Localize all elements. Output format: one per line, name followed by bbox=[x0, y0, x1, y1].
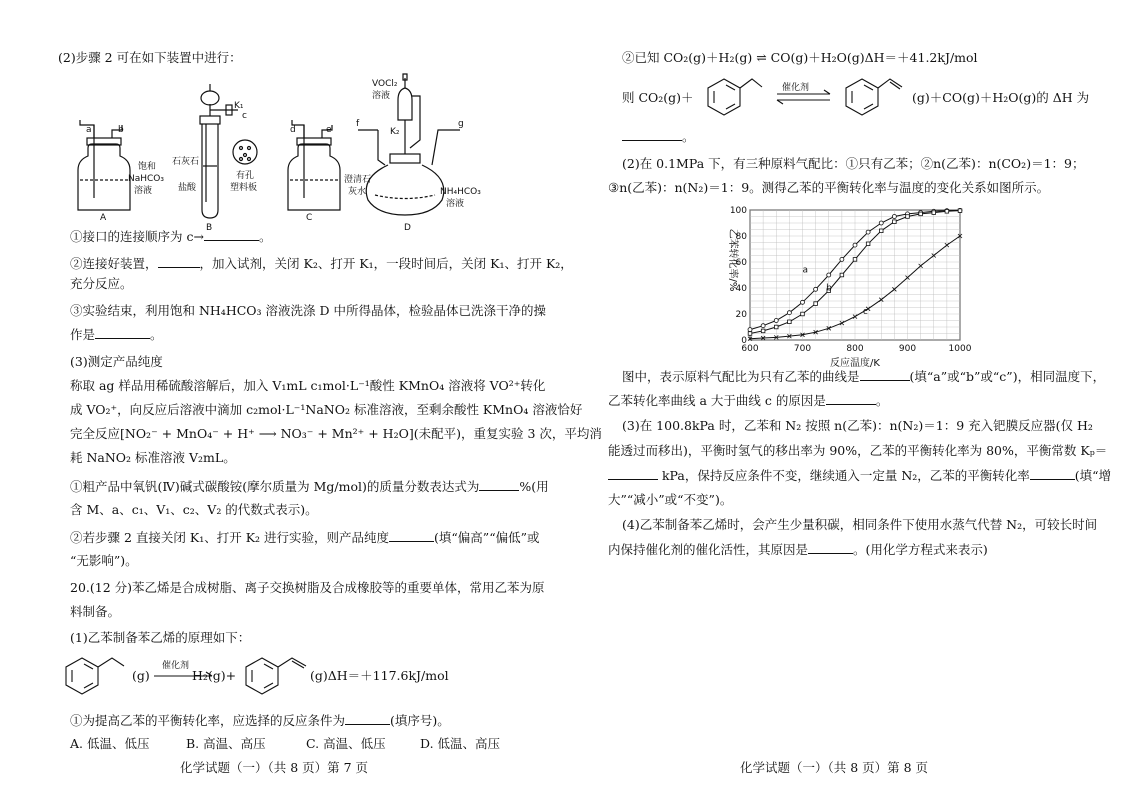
point-b bbox=[879, 229, 883, 233]
point-b bbox=[958, 209, 962, 213]
q3-p2: 成 VO₂⁺，向反应后溶液中滴加 c₂mol·L⁻¹NaNO₂ 标准溶液，至剩余酸性 KMnO₄ 溶液恰好 bbox=[70, 402, 583, 417]
r-line12: (4)乙苯制备苯乙烯时，会产生少量积碳，相同条件下使用水蒸气代替 N₂，可较长时间 bbox=[622, 517, 1098, 532]
label-d: D bbox=[404, 223, 411, 233]
r-line8: (3)在 100.8kPa 时，乙苯和 N₂ 按照 n(乙苯)：n(N₂)＝1：9 充入钯膜反应器(仅 H₂ bbox=[622, 418, 1093, 433]
eq1-phase: (g) bbox=[132, 668, 150, 683]
point-a bbox=[774, 319, 778, 323]
d-funnel-2: 溶液 bbox=[372, 91, 391, 101]
d-liquid-2: 溶液 bbox=[446, 199, 465, 209]
r-line4: (2)在 0.1MPa 下，有三种原料气配比：①只有乙苯；②n(乙苯)：n(CO₂)＝1：9； bbox=[622, 156, 1085, 171]
y-tick-label: 20 bbox=[735, 310, 747, 320]
q3-p4: 耗 NaNO₂ 标准溶液 V₂mL。 bbox=[70, 450, 236, 465]
point-a bbox=[787, 311, 791, 315]
point-b bbox=[866, 242, 870, 246]
y-tick-label: 100 bbox=[729, 206, 747, 216]
q3-heading: (3)测定产品纯度 bbox=[70, 354, 163, 369]
eq1-catalyst: 催化剂 bbox=[162, 661, 190, 671]
point-a bbox=[840, 257, 844, 261]
port-d: d bbox=[290, 125, 296, 135]
y-tick-label: 0 bbox=[741, 336, 747, 346]
point-a bbox=[801, 300, 805, 304]
eq2-catalyst: 催化剂 bbox=[782, 83, 810, 93]
q3-p5: ①粗产品中氧钒(Ⅳ)碱式碳酸铵(摩尔质量为 Mg/mol)的质量分数表达式为 %(用 bbox=[70, 479, 549, 494]
q3-p3: 完全反应[NO₂⁻ + MnO₄⁻ + H⁺ ⟶ NO₃⁻ + Mn²⁺ + H₂O](未配平)，重复实验 3 次，平均消 bbox=[70, 426, 602, 441]
eq2-tail: (g)＋CO(g)＋H₂O(g)的 ΔH 为 bbox=[912, 90, 1090, 105]
chart-ticks bbox=[730, 206, 972, 354]
r-line7: 乙苯转化率曲线 a 大于曲线 c 的原因是 。 bbox=[608, 393, 889, 408]
q20-intro-cont: 料制备。 bbox=[70, 604, 121, 619]
label-b: B bbox=[206, 223, 213, 233]
point-b bbox=[840, 273, 844, 277]
q3-p8: “无影响”)。 bbox=[70, 553, 138, 568]
d-liquid-1: NH₄HCO₃ bbox=[440, 187, 481, 197]
apparatus-diagram bbox=[60, 70, 560, 233]
point-b bbox=[932, 211, 936, 215]
chart-ylabel: 乙苯转化率/% bbox=[727, 228, 738, 292]
y-tick-label: 40 bbox=[735, 284, 747, 294]
point-a bbox=[879, 221, 883, 225]
point-b bbox=[801, 312, 805, 316]
chart-xlabel: 反应温度/K bbox=[830, 358, 880, 369]
styrene-ring bbox=[246, 658, 278, 694]
x-tick-label: 900 bbox=[898, 344, 917, 354]
r-line10: kPa，保持反应条件不变，继续通入一定量 N₂，乙苯的平衡转化率 (填“增 bbox=[608, 467, 1111, 484]
chart-grid bbox=[750, 210, 960, 340]
b-left-2: 盐酸 bbox=[178, 183, 197, 193]
tube-b bbox=[200, 84, 257, 218]
point-a bbox=[814, 287, 818, 291]
r-line13: 内保持催化剂的催化活性，其原因是 。(用化学方程式来表示) bbox=[608, 542, 988, 557]
option-a: A. 低温、低压 bbox=[70, 736, 150, 751]
q2-line3-cont: 作是 。 bbox=[70, 327, 163, 342]
q2-line3: ③实验结束，利用饱和 NH₄HCO₃ 溶液洗涤 D 中所得晶体，检验晶体已洗涤干净的操 bbox=[70, 303, 546, 318]
c-liquid-1: 澄清石 bbox=[344, 175, 372, 185]
valve-k1: K₁ bbox=[234, 101, 244, 111]
equation-2 bbox=[622, 74, 1122, 118]
bottle-c bbox=[288, 120, 340, 210]
eq2-co2: 则 CO₂(g)＋ bbox=[622, 90, 694, 105]
r-line1: ②已知 CO₂(g)＋H₂(g) ⇌ CO(g)＋H₂O(g)ΔH＝＋41.2kJ/mol bbox=[622, 50, 978, 65]
label-a: A bbox=[100, 213, 107, 223]
point-b bbox=[761, 329, 765, 333]
point-b bbox=[906, 215, 910, 219]
q2-step2-heading: (2)步骤 2 可在如下装置中进行： bbox=[58, 50, 242, 65]
footer-page-8: 化学试题（一）（共 8 页）第 8 页 bbox=[740, 760, 929, 775]
q2-line2-cont: 充分反应。 bbox=[70, 276, 133, 291]
point-b bbox=[945, 210, 949, 214]
r-line3: 。 bbox=[622, 128, 695, 145]
x-tick-label: 1000 bbox=[948, 344, 972, 354]
point-b bbox=[814, 302, 818, 306]
equation-1 bbox=[62, 652, 542, 698]
port-b: b bbox=[118, 125, 124, 135]
x-tick-label: 700 bbox=[793, 344, 812, 354]
point-b bbox=[788, 320, 792, 324]
r-line6: 图中，表示原料气配比为只有乙苯的曲线是 (填“a”或“b”或“c”)，相同温度下， bbox=[622, 369, 1106, 384]
q3-p1: 称取 ag 样品用稀硫酸溶解后，加入 V₁mL c₁mol·L⁻¹酸性 KMnO₄ 溶液将 VO²⁺转化 bbox=[70, 378, 546, 393]
footer-page-7: 化学试题（一）（共 8 页）第 7 页 bbox=[180, 760, 369, 775]
r-line11: 大”“减小”或“不变”)。 bbox=[608, 492, 733, 507]
r-line9: 能透过而移出)，平衡时氢气的移出率为 90%，乙苯的平衡转化率为 80%，平衡常数 Kₚ＝ bbox=[608, 443, 1108, 458]
port-c: c bbox=[242, 111, 247, 121]
b-right-1: 有孔 bbox=[236, 171, 255, 181]
ethylbenzene-ring bbox=[66, 658, 98, 694]
valve-k2: K₂ bbox=[390, 127, 400, 137]
point-a bbox=[748, 328, 752, 332]
port-f: f bbox=[356, 119, 360, 129]
a-liquid-3: 溶液 bbox=[134, 186, 153, 196]
q20-part1: (1)乙苯制备苯乙烯的原理如下： bbox=[70, 630, 251, 645]
q20-intro: 20.(12 分)苯乙烯是合成树脂、离子交换树脂及合成橡胶等的重要单体，常用乙苯为原 bbox=[70, 580, 545, 595]
option-d: D. 低温、高压 bbox=[420, 736, 501, 751]
x-tick-label: 600 bbox=[741, 344, 759, 354]
a-liquid-1: 饱和 bbox=[138, 162, 157, 172]
point-a bbox=[892, 215, 896, 219]
q3-p6: 含 M、a、c₁、V₁、c₂、V₂ 的代数式表示)。 bbox=[70, 502, 318, 517]
point-b bbox=[748, 332, 752, 336]
port-g: g bbox=[458, 119, 464, 129]
option-c: C. 高温、低压 bbox=[306, 736, 386, 751]
port-e: e bbox=[326, 125, 332, 135]
eq1-h2: H₂(g)+ bbox=[192, 668, 237, 683]
a-liquid-2: NaHCO₃ bbox=[128, 174, 164, 184]
point-a bbox=[827, 273, 831, 277]
c-liquid-2: 灰水 bbox=[348, 187, 367, 197]
q2-line2: ②连接好装置， ，加入试剂，关闭 K₂、打开 K₁，一段时间后，关闭 K₁、打开 K₂， bbox=[70, 256, 573, 271]
q20-s1: ①为提高乙苯的平衡转化率，应选择的反应条件为 (填序号)。 bbox=[70, 713, 450, 728]
point-b bbox=[853, 258, 857, 262]
point-a bbox=[853, 243, 857, 247]
point-b bbox=[893, 220, 897, 224]
series-label-c: c bbox=[862, 307, 868, 317]
x-tick-label: 800 bbox=[846, 344, 864, 354]
conversion-chart bbox=[714, 200, 974, 370]
series-label-b: b bbox=[826, 283, 832, 294]
series-label-a: a bbox=[802, 265, 809, 276]
point-b bbox=[774, 325, 778, 329]
q2-line1: ①接口的连接顺序为 c→ 。 bbox=[70, 229, 272, 244]
label-c: C bbox=[306, 213, 313, 223]
b-left-1: 石灰石 bbox=[172, 157, 200, 167]
point-a bbox=[761, 324, 765, 328]
r-line5: ③n(乙苯)：n(N₂)＝1：9。测得乙苯的平衡转化率与温度的变化关系如图所示。 bbox=[608, 180, 1050, 195]
y-tick-label: 80 bbox=[735, 232, 747, 242]
option-b: B. 高温、高压 bbox=[186, 736, 266, 751]
port-a: a bbox=[86, 125, 92, 135]
q3-p7: ②若步骤 2 直接关闭 K₁、打开 K₂ 进行实验，则产品纯度 (填“偏高”“偏低”或 bbox=[70, 530, 540, 545]
y-tick-label: 60 bbox=[735, 258, 747, 268]
point-b bbox=[919, 212, 923, 216]
b-right-2: 塑料板 bbox=[230, 183, 258, 193]
point-a bbox=[866, 230, 870, 234]
d-funnel-1: VOCl₂ bbox=[372, 79, 398, 89]
eq1-enthalpy: (g)ΔH＝＋117.6kJ/mol bbox=[310, 668, 449, 683]
